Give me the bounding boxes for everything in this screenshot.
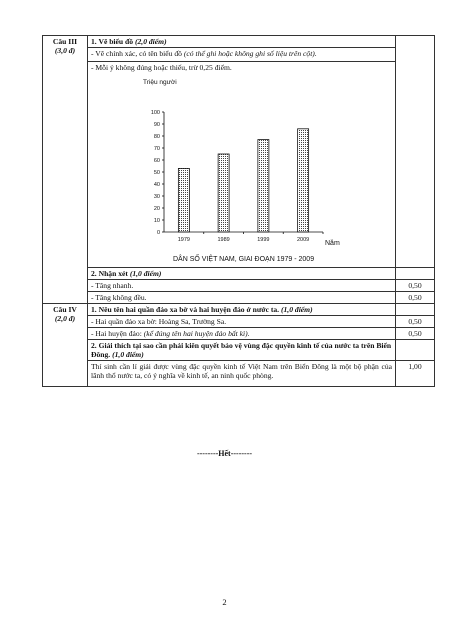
table-row [43, 316, 435, 328]
y-tick-label: 60 [153, 158, 160, 164]
page-number: 2 [222, 597, 227, 607]
question-label: Câu IV [53, 305, 77, 314]
y-tick-label: 40 [153, 182, 160, 188]
score-value: 0,50 [396, 292, 435, 304]
chart-cell [88, 48, 396, 268]
question-label: Câu III [52, 37, 78, 46]
x-tick-label: 1989 [217, 237, 230, 243]
score-value: 0,50 [396, 280, 435, 292]
question-points: (2,0 đ) [54, 314, 76, 323]
bar [298, 129, 309, 232]
table-row [43, 340, 435, 361]
bar [218, 154, 229, 232]
answer-line: - Tăng không đều. [88, 292, 396, 304]
section-heading: 2. Giải thích tại sao cần phải kiên quyết bảo vệ vùng đặc quyền kinh tế của nước ta trên Biển Đông. (1,0 điểm) [88, 340, 396, 361]
y-tick-label: 0 [156, 230, 160, 236]
table-row [43, 304, 435, 316]
y-tick-label: 90 [153, 122, 160, 128]
score-cell [396, 36, 435, 268]
question-points: (3,0 đ) [54, 46, 76, 55]
answer-line: - Hai huyện đảo: (kể đúng tên hai huyện đảo bất kì). [88, 328, 396, 340]
score-value: 0,50 [396, 328, 435, 340]
chart-title: DÂN SỐ VIỆT NAM, GIAI ĐOẠN 1979 - 2009 [173, 256, 315, 263]
bar [258, 140, 269, 232]
instruction-line: - Mỗi ý không đúng hoặc thiếu, trừ 0,25 điểm. [88, 61, 395, 72]
section-heading: 1. Vẽ biểu đồ (2,0 điểm) [88, 36, 396, 48]
answer-key-table [42, 35, 435, 387]
section-heading: 1. Nêu tên hai quần đảo xa bờ và hai huyện đảo ở nước ta. (1,0 điểm) [88, 304, 396, 316]
answer-line: - Hai quần đảo xa bờ: Hoàng Sa, Trường Sa. [88, 316, 396, 328]
score-value: 1,00 [396, 361, 435, 387]
table-row [43, 48, 435, 268]
table-row [43, 328, 435, 340]
question-cell [43, 36, 88, 304]
x-axis [164, 232, 323, 243]
score-cell [396, 304, 435, 316]
y-axis [151, 110, 164, 236]
instruction-line: - Vẽ chính xác, có tên biểu đồ (có thể ghi hoặc không ghi số liệu trên cột). [91, 49, 317, 58]
y-tick-label: 100 [150, 110, 160, 116]
bar-chart [91, 72, 401, 267]
section-heading: 2. Nhận xét (1,0 điểm) [88, 268, 396, 280]
table-row [43, 36, 435, 48]
question-cell [43, 304, 88, 387]
x-tick-label: 1979 [177, 237, 190, 243]
answer-line: - Tăng nhanh. [88, 280, 396, 292]
x-tick-label: 1999 [257, 237, 270, 243]
y-tick-label: 80 [153, 134, 160, 140]
y-tick-label: 20 [153, 206, 160, 212]
answer-paragraph: Thí sinh cần lí giải được vùng đặc quyền kinh tế Việt Nam trên Biển Đông là một bộ phận của lãnh thổ nước ta, có ý nghĩa về kinh tế, an ninh quốc phòng. [88, 361, 396, 387]
y-axis-label: Triệu người [143, 79, 177, 86]
bars [178, 129, 308, 232]
y-tick-label: 10 [153, 218, 160, 224]
table-row [43, 268, 435, 280]
x-axis-label: Năm [325, 240, 340, 247]
bar [178, 168, 189, 232]
score-cell [396, 340, 435, 361]
score-cell [396, 268, 435, 280]
y-tick-label: 70 [153, 146, 160, 152]
x-tick-label: 2009 [297, 237, 310, 243]
table-row [43, 361, 435, 387]
end-mark: --------Hết-------- [196, 449, 253, 458]
y-tick-label: 50 [153, 170, 160, 176]
table-row [43, 280, 435, 292]
table-row [43, 292, 435, 304]
score-value: 0,50 [396, 316, 435, 328]
y-tick-label: 30 [153, 194, 160, 200]
